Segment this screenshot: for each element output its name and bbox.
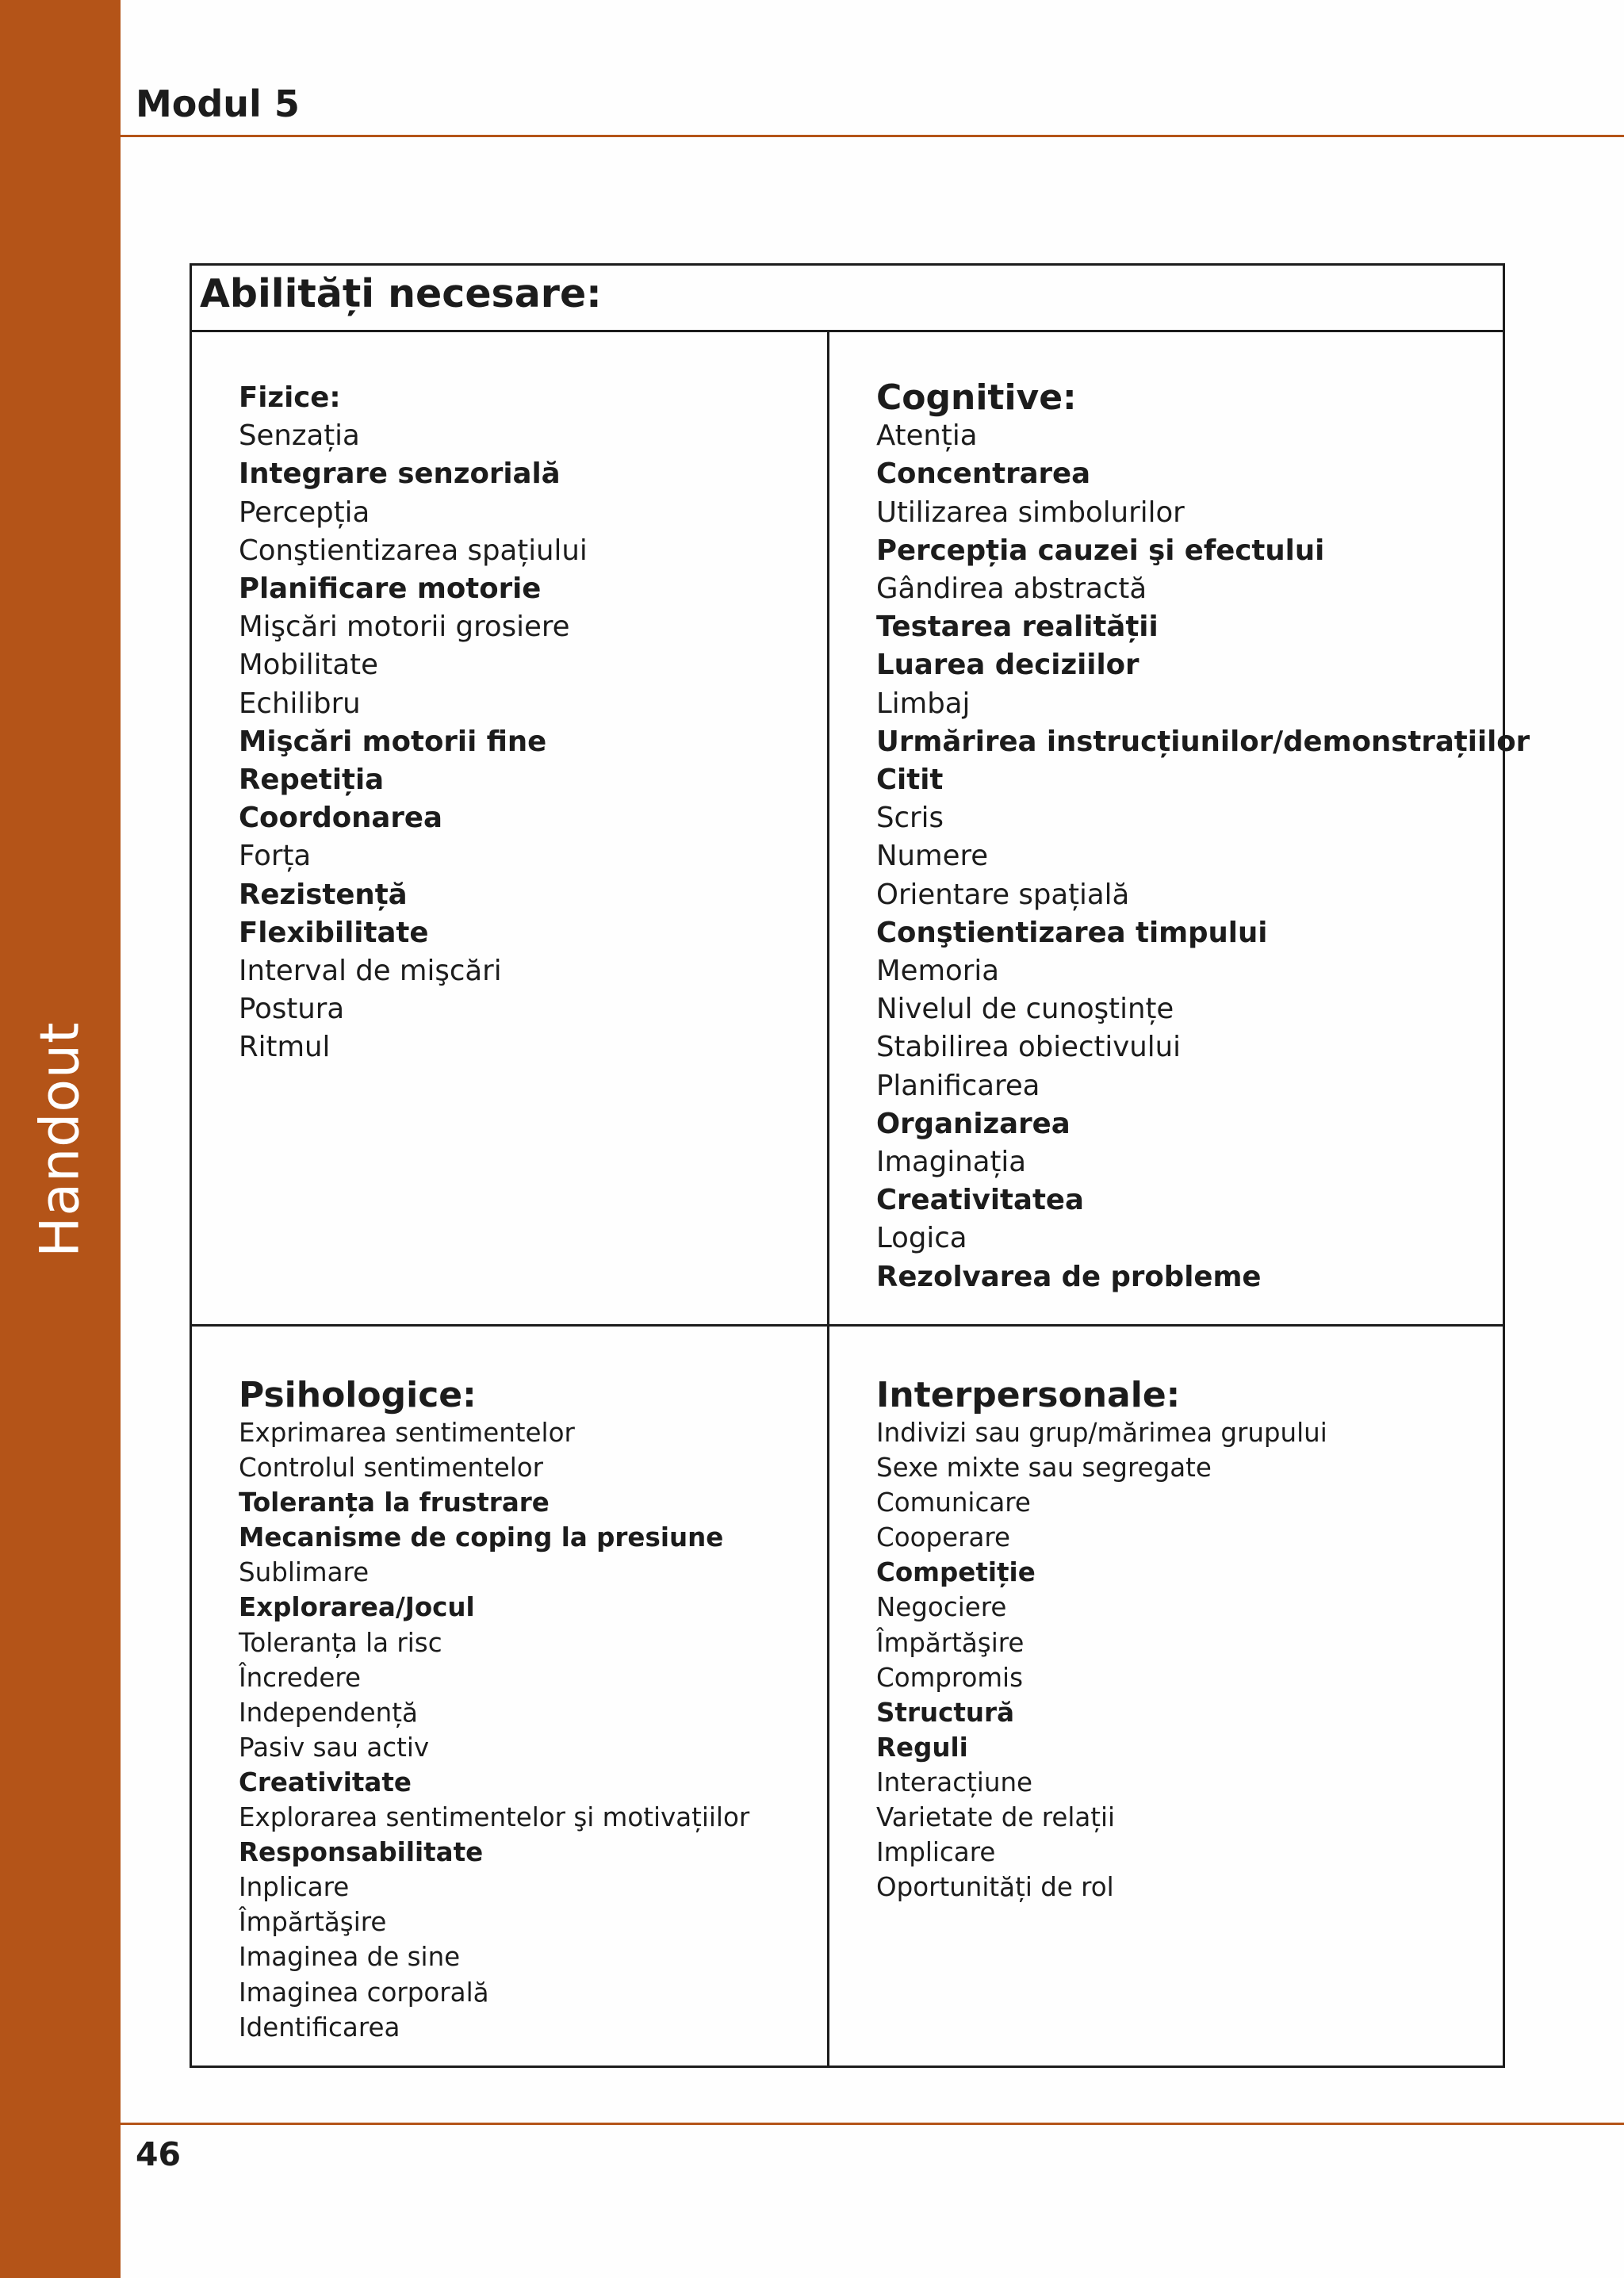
list-item: Conştientizarea spațiului <box>239 534 588 567</box>
list-item: Încredere <box>239 1662 361 1693</box>
list-item: Orientare spațială <box>876 878 1130 911</box>
list-item: Interval de mişcări <box>239 955 502 988</box>
list-item: Repetiția <box>239 764 385 797</box>
list-item: Oportunități de rol <box>876 1872 1114 1903</box>
list-item: Controlul sentimentelor <box>239 1453 544 1484</box>
list-item: Limbaj <box>876 687 971 720</box>
list-item: Mecanisme de coping la presiune <box>239 1522 724 1553</box>
handout-sidebar <box>0 0 121 2278</box>
title-divider <box>190 330 1505 332</box>
list-item: Nivelul de cunoştințe <box>876 993 1174 1026</box>
list-item: Comunicare <box>876 1487 1031 1518</box>
footer-divider <box>121 2123 1624 2125</box>
list-item: Mobilitate <box>239 649 378 682</box>
page-number: 46 <box>136 2135 182 2173</box>
list-item: Ritmul <box>239 1031 331 1064</box>
list-item: Negociere <box>876 1592 1007 1623</box>
list-item: Conştientizarea timpului <box>876 916 1268 949</box>
list-item: Planificare motorie <box>239 572 542 606</box>
module-title: Modul 5 <box>136 82 300 125</box>
fizice-cell <box>239 379 588 1067</box>
list-item: Indivizi sau grup/mărimea grupului <box>876 1418 1327 1448</box>
list-item: Postura <box>239 993 345 1026</box>
cognitive-cell <box>876 379 1530 1296</box>
list-item: Competiție <box>876 1557 1036 1588</box>
list-item: Numere <box>876 840 989 873</box>
header-divider <box>121 135 1624 137</box>
list-item: Mişcări motorii fine <box>239 725 547 758</box>
list-item: Pasiv sau activ <box>239 1732 430 1763</box>
list-item: Urmărirea instrucțiunilor/demonstrațiilor <box>876 725 1530 758</box>
list-item: Senzația <box>239 419 360 453</box>
list-item: Rezistență <box>239 878 408 911</box>
list-item: Cooperare <box>876 1522 1011 1553</box>
psihologice-heading: Psihologice: <box>239 1375 477 1415</box>
list-item: Exprimarea sentimentelor <box>239 1418 575 1448</box>
list-item: Coordonarea <box>239 802 442 835</box>
list-item: Sexe mixte sau segregate <box>876 1453 1212 1484</box>
list-item: Inplicare <box>239 1872 350 1903</box>
list-item: Împărtăşire <box>876 1627 1025 1658</box>
list-item: Sublimare <box>239 1557 370 1588</box>
list-item: Creativitatea <box>876 1184 1084 1217</box>
column-divider <box>827 330 829 2068</box>
list-item: Echilibru <box>239 687 361 720</box>
list-item: Stabilirea obiectivului <box>876 1031 1182 1064</box>
list-item: Toleranța la risc <box>239 1627 442 1658</box>
list-item: Gândirea abstractă <box>876 572 1147 606</box>
table-title: Abilități necesare: <box>200 271 602 316</box>
list-item: Interacțiune <box>876 1767 1033 1798</box>
list-item: Utilizarea simbolurilor <box>876 496 1185 529</box>
interpersonale-heading: Interpersonale: <box>876 1375 1181 1415</box>
list-item: Memoria <box>876 955 999 988</box>
list-item: Imaginea corporală <box>239 1977 489 2008</box>
list-item: Varietate de relații <box>876 1802 1116 1833</box>
list-item: Reguli <box>876 1732 968 1763</box>
sidebar-label: Handout <box>29 1021 92 1258</box>
psihologice-cell <box>239 1376 749 2045</box>
list-item: Compromis <box>876 1662 1024 1693</box>
list-item: Testarea realității <box>876 611 1159 644</box>
list-item: Mişcări motorii grosiere <box>239 611 570 644</box>
list-item: Planificarea <box>876 1069 1040 1102</box>
list-item: Toleranța la frustrare <box>239 1487 550 1518</box>
list-item: Concentrarea <box>876 458 1091 491</box>
list-item: Scris <box>876 802 944 835</box>
list-item: Rezolvarea de probleme <box>876 1260 1262 1293</box>
list-item: Forța <box>239 840 312 873</box>
list-item: Percepția <box>239 496 370 529</box>
list-item: Împărtăşire <box>239 1907 387 1938</box>
list-item: Organizarea <box>876 1107 1071 1140</box>
list-item: Independență <box>239 1697 418 1728</box>
row-divider <box>190 1324 1505 1327</box>
interpersonale-cell <box>876 1376 1327 1905</box>
list-item: Luarea deciziilor <box>876 649 1139 682</box>
list-item: Responsabilitate <box>239 1837 484 1868</box>
cognitive-heading: Cognitive: <box>876 377 1077 418</box>
list-item: Creativitate <box>239 1767 412 1798</box>
list-item: Identificarea <box>239 2012 400 2043</box>
list-item: Implicare <box>876 1837 996 1868</box>
fizice-heading: Fizice: <box>239 381 341 414</box>
list-item: Explorarea/Jocul <box>239 1592 475 1623</box>
list-item: Imaginea de sine <box>239 1942 461 1973</box>
list-item: Atenția <box>876 419 978 453</box>
list-item: Percepția cauzei şi efectului <box>876 534 1325 567</box>
list-item: Citit <box>876 764 944 797</box>
list-item: Logica <box>876 1222 967 1255</box>
list-item: Flexibilitate <box>239 916 429 949</box>
list-item: Explorarea sentimentelor şi motivațiilor <box>239 1802 750 1833</box>
list-item: Imaginația <box>876 1146 1026 1179</box>
list-item: Structură <box>876 1697 1015 1728</box>
list-item: Integrare senzorială <box>239 458 561 491</box>
